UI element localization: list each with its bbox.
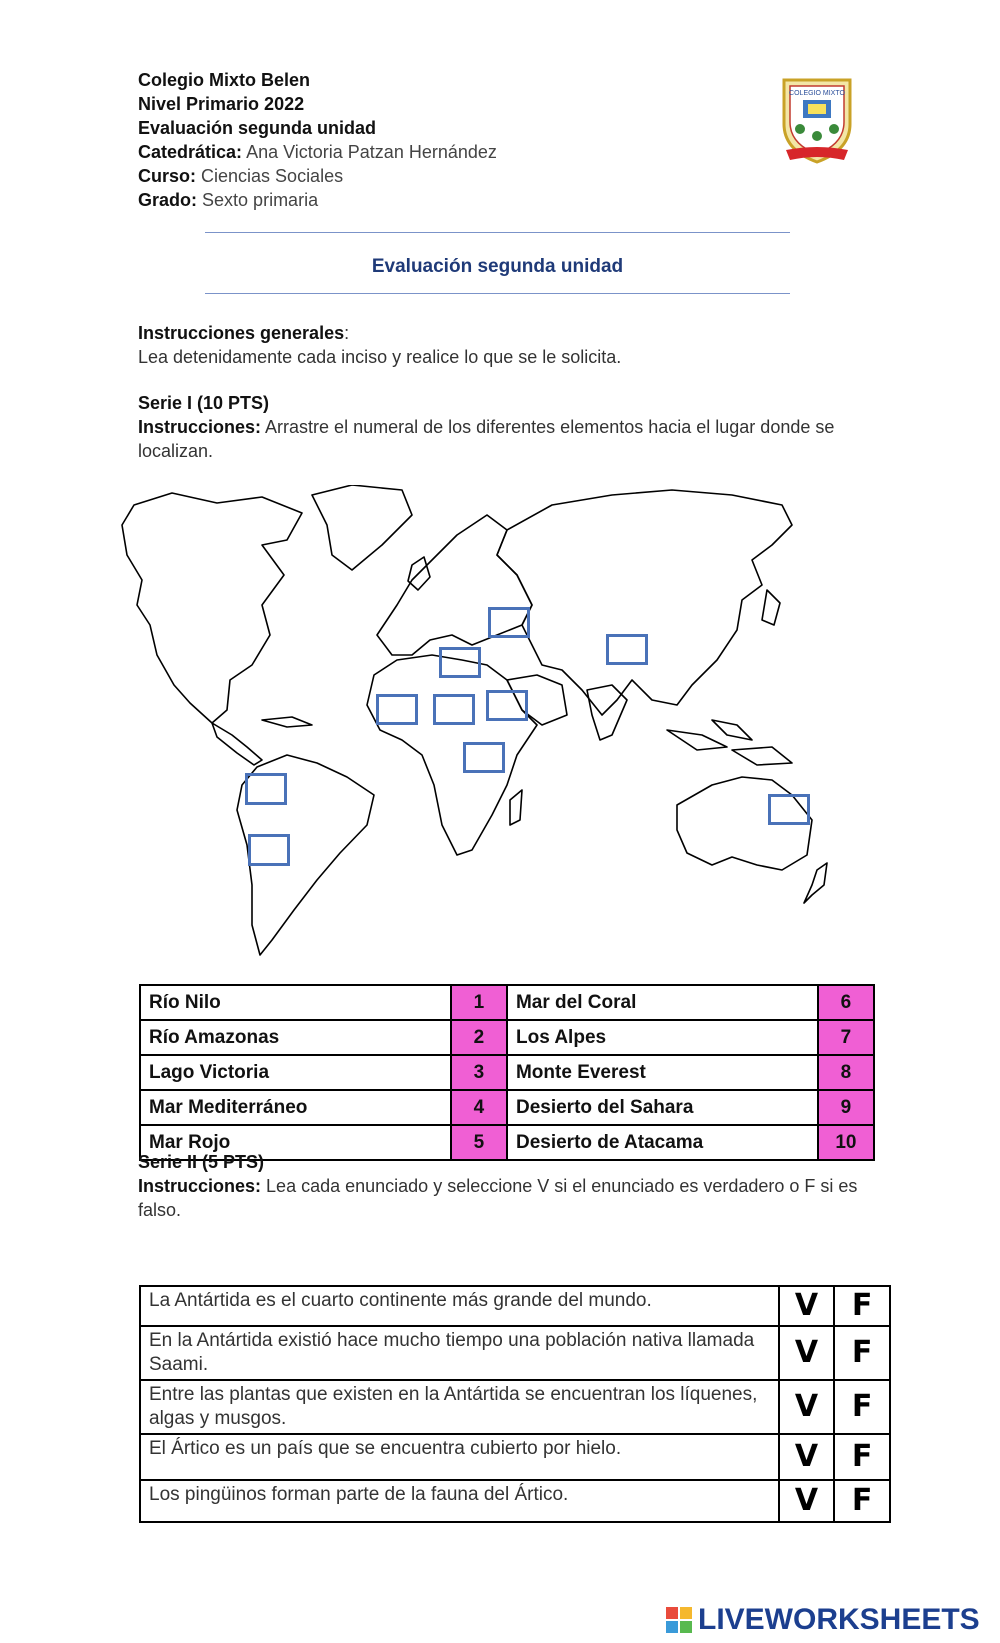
world-map (112, 485, 882, 970)
true-option[interactable]: V (779, 1480, 835, 1522)
map-drop-target-10[interactable] (768, 794, 810, 825)
evaluation-name: Evaluación segunda unidad (138, 118, 377, 138)
svg-text:COLEGIO MIXTO: COLEGIO MIXTO (789, 90, 845, 97)
draggable-number[interactable]: 9 (818, 1090, 874, 1125)
table-row (140, 1055, 874, 1090)
map-drop-target-3[interactable] (439, 647, 481, 678)
draggable-number[interactable]: 3 (451, 1055, 507, 1090)
draggable-number[interactable]: 4 (451, 1090, 507, 1125)
statement: La Antártida es el cuarto continente más grande del mundo. (140, 1286, 779, 1326)
false-option[interactable]: F (834, 1480, 890, 1522)
statement: En la Antártida existió hace mucho tiempo una población nativa llamada Saami. (140, 1326, 779, 1380)
item-label: Mar Mediterráneo (140, 1090, 451, 1125)
table-row (140, 1434, 890, 1480)
teacher-line: Catedrática: Ana Victoria Patzan Hernández (138, 142, 497, 162)
serie1-instructions: Serie I (10 PTS) Instrucciones: Arrastre el numeral de los diferentes elementos hacia el lugar donde se localizan. (138, 393, 835, 461)
draggable-number[interactable]: 7 (818, 1020, 874, 1055)
statement: El Ártico es un país que se encuentra cubierto por hielo. (140, 1434, 779, 1480)
item-label: Los Alpes (507, 1020, 818, 1055)
table-row (140, 1090, 874, 1125)
false-option[interactable]: F (834, 1380, 890, 1434)
item-label: Río Nilo (140, 985, 451, 1020)
draggable-number[interactable]: 6 (818, 985, 874, 1020)
table-row (140, 1380, 890, 1434)
map-drop-target-8[interactable] (245, 773, 287, 805)
grade-line: Grado: Sexto primaria (138, 190, 319, 210)
matching-table (139, 984, 875, 1161)
draggable-number[interactable]: 1 (451, 985, 507, 1020)
map-drop-target-6[interactable] (486, 690, 528, 721)
table-row (140, 1480, 890, 1522)
table-row (140, 1020, 874, 1055)
map-drop-target-9[interactable] (248, 834, 290, 866)
course-line: Curso: Ciencias Sociales (138, 166, 344, 186)
item-label: Monte Everest (507, 1055, 818, 1090)
item-label: Mar Rojo (140, 1125, 451, 1160)
school-logo (778, 74, 856, 166)
general-instructions: Instrucciones generales: Lea detenidamente cada inciso y realice lo que se le solicita. (138, 323, 622, 367)
statement: Los pingüinos forman parte de la fauna del Ártico. (140, 1480, 779, 1522)
draggable-number[interactable]: 2 (451, 1020, 507, 1055)
item-label: Mar del Coral (507, 985, 818, 1020)
item-label: Desierto del Sahara (507, 1090, 818, 1125)
serie2-instructions: Serie II (5 PTS) Instrucciones: Lea cada enunciado y seleccione V si el enunciado es verdadero o F si es falso. (138, 1152, 858, 1220)
statement: Entre las plantas que existen en la Antártida se encuentran los líquenes, algas y musgos. (140, 1380, 779, 1434)
false-option[interactable]: F (834, 1286, 890, 1326)
map-drop-target-5[interactable] (433, 694, 475, 725)
title-top-rule (205, 232, 790, 233)
draggable-number[interactable]: 5 (451, 1125, 507, 1160)
true-option[interactable]: V (779, 1434, 835, 1480)
school-level: Nivel Primario 2022 (138, 94, 305, 114)
item-label: Río Amazonas (140, 1020, 451, 1055)
true-option[interactable]: V (779, 1380, 835, 1434)
map-drop-target-2[interactable] (606, 634, 648, 665)
item-label: Lago Victoria (140, 1055, 451, 1090)
false-option[interactable]: F (834, 1326, 890, 1380)
page-title: Evaluación segunda unidad (371, 256, 624, 277)
item-label: Desierto de Atacama (507, 1125, 818, 1160)
table-row (140, 1286, 890, 1326)
liveworksheets-logo-icon (665, 1606, 693, 1634)
table-row (140, 985, 874, 1020)
table-row (140, 1326, 890, 1380)
true-option[interactable]: V (779, 1286, 835, 1326)
map-drop-target-7[interactable] (463, 742, 505, 773)
school-name: Colegio Mixto Belen (138, 70, 311, 90)
liveworksheets-brand: LIVEWORKSHEETS (698, 1603, 980, 1636)
draggable-number[interactable]: 10 (818, 1125, 874, 1160)
false-option[interactable]: F (834, 1434, 890, 1480)
true-option[interactable]: V (779, 1326, 835, 1380)
title-bottom-rule (205, 293, 790, 294)
draggable-number[interactable]: 8 (818, 1055, 874, 1090)
true-false-table (139, 1285, 891, 1523)
map-drop-target-1[interactable] (488, 607, 530, 638)
map-drop-target-4[interactable] (376, 694, 418, 725)
